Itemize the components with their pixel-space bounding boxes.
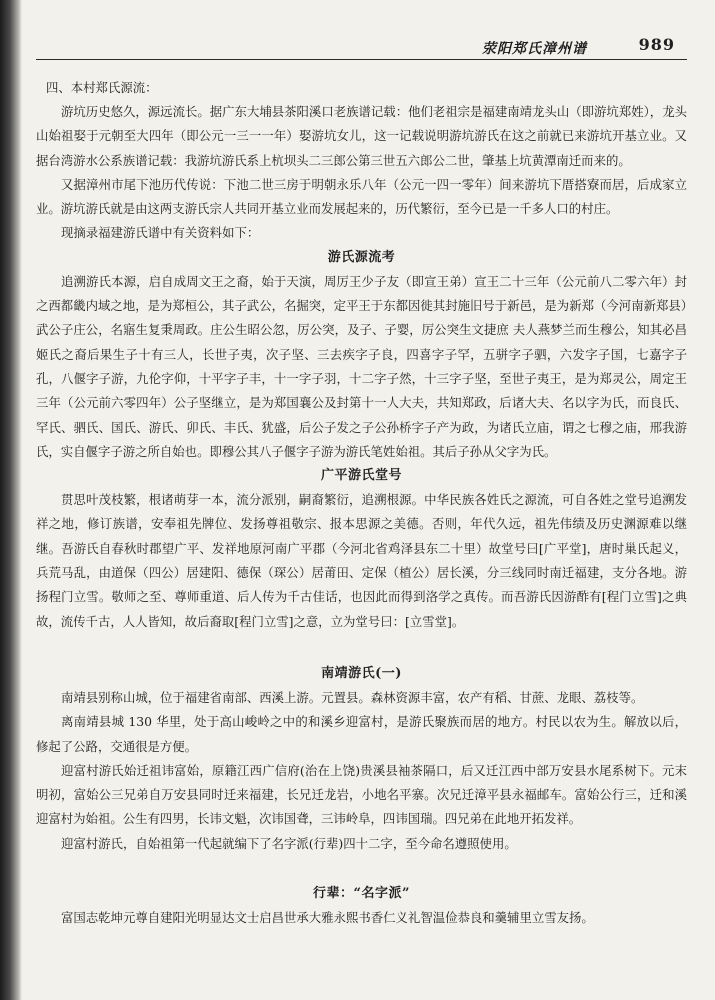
section-title: 四、本村郑氏源流： <box>46 80 158 95</box>
nanjing-heading: 南靖游氏(一) <box>321 665 402 681</box>
page-header <box>24 34 687 60</box>
nanjing-paragraph: 迎富村游氏始迁祖讳富始，原籍江西广信府(治在上饶)贵溪县袖茶隔口，后又迁江西中部万安县水尾系树下。元末明初，富始公三兄弟自万安县同时迁来福建，长兄迁龙岩，小地名平寨。次兄迁漳平县永福邮车。富始公行三，迁和溪迎富村为始祖。公生有四男，长讳文魁，次讳国聋，三讳岭阜，四讳国瑞。四兄弟在此地开拓发祥。 <box>36 762 687 827</box>
header-rule <box>36 59 687 60</box>
origin-heading: 游氏源流考 <box>327 249 396 265</box>
book-spine-shadow <box>0 0 22 1000</box>
book-title: 荥阳郑氏漳州谱 <box>482 41 587 57</box>
tang-paragraph: 贯思叶茂枝繁，根诸萌芽一本，流分派别，嗣裔繁衍，追溯根源。中华民族各姓氏之源流，可自各姓之堂号追溯发祥之地，修订族谱，安奉祖先牌位、发扬尊祖敬宗、报本思源之美德。否则，年代久远，祖先伟绩及历史渊源难以继继。吾游氏自春秋时郡望广平、发祥地原河南广平郡（今河北省鸡泽县东二十里）故堂号曰[广平堂]，唐时巢氏起义，兵荒马乱，由道保（四公）居建阳、德保（琛公）居莆田、定保（植公）居长溪，分三线同时南迁福建，支分各地。游扬程门立雪。敬师之至、尊师重道、后人传为千古佳话，也因此而得到洛学之真传。而吾游氏因游酢有[程门立雪]之典故，流传千古，人人皆知，故后裔取[程门立雪]之意，立为堂号曰：[立雪堂]。 <box>36 492 687 629</box>
spacer <box>36 634 687 662</box>
intro-paragraph: 游坑历史悠久，源远流长。据广东大埔县茶阳溪口老族谱记载：他们老祖宗是福建南靖龙头山（即游坑郑姓），龙头山始祖娶于元朝至大四年（即公元一三一一年）娶游坑女儿，这一记载说明游坑游氏在这之前就已来游坑开基立业。又据台湾游水公系族谱记载：我游坑游氏系上杭坝头二三郎公第三世五六郎公二世，肇基上坑黄潭南迁而来的。 <box>36 104 687 168</box>
spacer <box>36 856 687 882</box>
nanjing-paragraph: 离南靖县城 130 华里，处于高山峻岭之中的和溪乡迎富村，是游氏聚族而居的地方。村民以农为生。解放以后，修起了公路，交通很是方便。 <box>36 714 687 754</box>
tang-heading: 广平游氏堂号 <box>320 468 402 484</box>
generation-heading: 行辈：“名字派” <box>313 886 410 902</box>
page-body <box>36 76 687 930</box>
page-number: 989 <box>638 35 675 54</box>
origin-paragraph: 追溯游氏本源，启自成周文王之裔，始于天演，周厉王少子友（即宣王弟）宣王二十三年（公元前八二零六年）封之西都畿内域之地，是为郑桓公，其子武公，名掘突，定平王于东都因徙其封施旧号于新邑，是为新郑（今河南新郑县）武公子庄公，名寤生复秉周政。庄公生昭公忽，厉公突，及子、子婴，厉公突生文捷庶 夫人燕梦兰而生穆公，知其必昌姬氏之裔后果生子十有三人，长世子夷，次子坚、三去疾字子良，四喜字子罕，五骈字子驷，六发字子国，七嘉字子孔，八偃字子游，九伦字仰，十平字子丰，十一字子羽，十二字子然，十三字子坚，至世子夷王，是为郑灵公，周定王三年（公元前六零四年）公子坚继立，是为郑国襄公及封第十一人大夫，共知郑政，后诸大夫、名以字为氏，而良氏、罕氏、驷氏、国氏、游氏、卯氏、丰氏、犹盛，后公子发之子公孙桥字子产为政，为诸氏立庙，谓之七穆之庙，邢我游氏，实自偃字子游之所自始也。即穆公其八子偃字子游为游氏笔姓始祖。其后子孙从父字为氏。 <box>36 273 687 459</box>
intro-paragraph: 又据漳州市尾下池历代传说：下池二世三房于明朝永乐八年（公元一四一零年）间来游坑下厝搭寮而居，后成家立业。游坑游氏就是由这两支游氏宗人共同开基立业而发展起来的，历代繁衍，至今已是一千多人口的村庄。 <box>36 176 687 217</box>
generation-text: 富国志乾坤元尊自建阳光明显达文士启昌世承大雅永熙书香仁义礼智温俭恭良和羹辅里立雪友扬。 <box>61 910 594 926</box>
nanjing-paragraph: 迎富村游氏，自始祖第一代起就编下了名字派(行辈)四十二字，至今命名遵照使用。 <box>61 835 517 851</box>
intro-paragraph: 现摘录福建游氏谱中有关资料如下： <box>61 225 260 241</box>
nanjing-paragraph: 南靖县别称山城，位于福建省南部、西溪上游。元置县。森林资源丰富，农产有稻、甘蔗、龙眼、荔枝等。 <box>61 689 644 705</box>
